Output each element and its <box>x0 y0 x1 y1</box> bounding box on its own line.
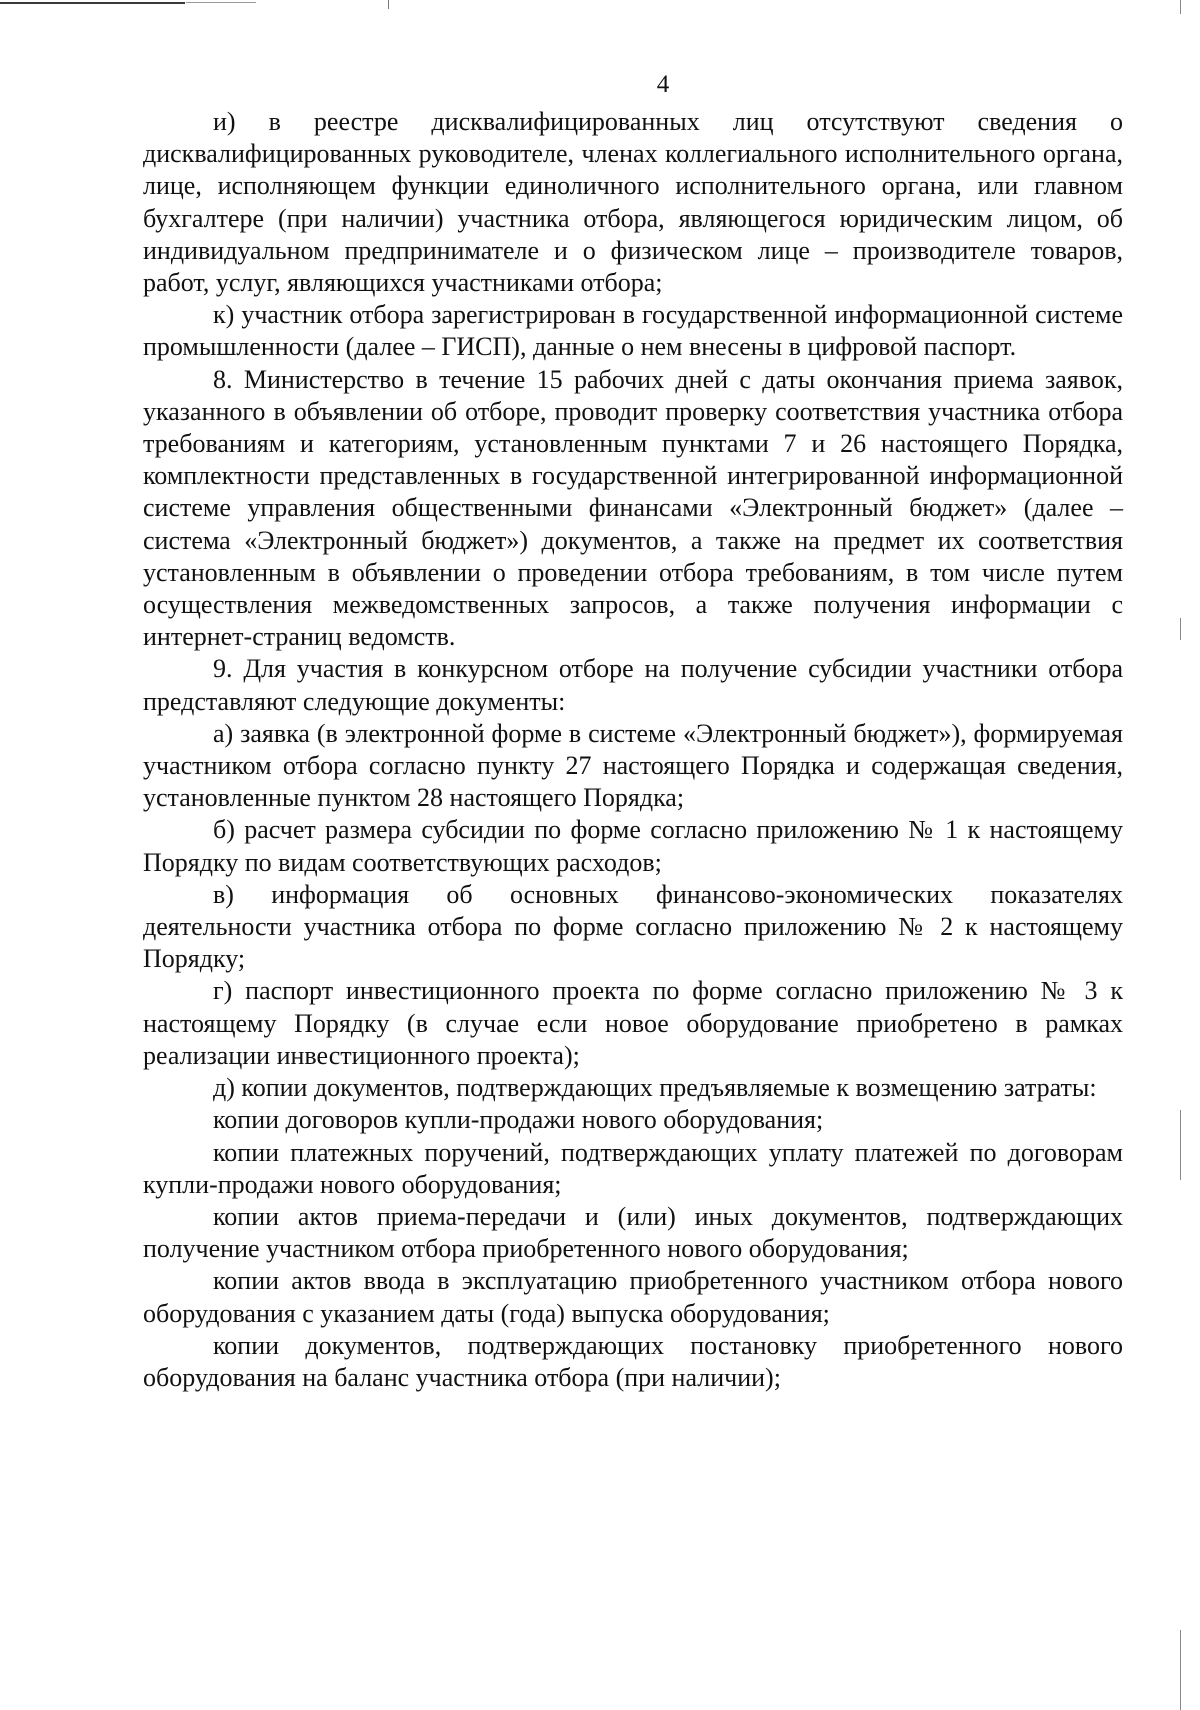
list-item-purchase-contracts: копии договоров купли-продажи нового оборудования; <box>213 1105 824 1135</box>
paragraph-clause-8: 8. Министерство в течение 15 рабочих дней с даты окончания приема заявок, указанного в объявлении об отборе, проводит проверку соответствия участника отбора требованиям и категориям, установленным пунктами 7 и 26 настоящего Порядка, комплектности представленных в государственной интегрированной информационной системе управления общественными финансами «Электронный бюджет» (далее – система «Электронный бюджет») документов, а также на предмет их соответствия установленным в объявлении о проведении отбора требованиям, в том числе путем осуществления межведомственных запросов, а также получения информации с интернет-страниц ведомств. <box>143 364 1123 652</box>
list-item-acceptance-acts: копии актов приема-передачи и (или) иных документов, подтверждающих получение участником отбора приобретенного нового оборудования; <box>143 1201 1123 1264</box>
list-item-balance-documents: копии документов, подтверждающих постановку приобретенного нового оборудования на баланс участника отбора (при наличии); <box>143 1330 1123 1392</box>
list-item-commissioning-acts: копии актов ввода в эксплуатацию приобретенного участником отбора нового оборудования с указанием даты (года) выпуска оборудования; <box>143 1266 1123 1328</box>
page-number: 4 <box>656 71 670 98</box>
scan-edge-mark <box>1180 1110 1181 1180</box>
paragraph-item-i: и) в реестре дисквалифицированных лиц отсутствуют сведения о дисквалифицированных руководителе, членах коллегиального исполнительного органа, лице, исполняющем функции единоличного исполнительного органа, или главном бухгалтере (при наличии) участника отбора, являющегося юридическим лицом, об индивидуальном предпринимателе и о физическом лице – производителе товаров, работ, услуг, являющихся участниками отбора; <box>143 107 1123 298</box>
scan-edge-mark <box>1180 618 1181 640</box>
list-item-payment-orders: копии платежных поручений, подтверждающих уплату платежей по договорам купли-продажи нового оборудования; <box>143 1137 1123 1199</box>
paragraph-item-k: к) участник отбора зарегистрирован в государственной информационной системе промышленности (далее – ГИСП), данные о нем внесены в цифровой паспорт. <box>143 300 1123 362</box>
paragraph-item-v: в) информация об основных финансово-экономических показателях деятельности участника отбора по форме согласно приложению № 2 к настоящему Порядку; <box>143 879 1123 974</box>
scan-edge-line <box>0 2 185 4</box>
paragraph-item-g: г) паспорт инвестиционного проекта по форме согласно приложению № 3 к настоящему Порядку (в случае если новое оборудование приобретено в рамках реализации инвестиционного проекта); <box>143 976 1123 1070</box>
paragraph-clause-9: 9. Для участия в конкурсном отборе на получение субсидии участники отбора представляют следующие документы: <box>143 654 1123 716</box>
paragraph-item-d: д) копии документов, подтверждающих предъявляемые к возмещению затраты: <box>213 1073 1097 1103</box>
paragraph-item-a: а) заявка (в электронной форме в системе «Электронный бюджет»), формируемая участником отбора согласно пункту 27 настоящего Порядка и содержащая сведения, установленные пунктом 28 настоящего Порядка; <box>143 718 1123 813</box>
document-page <box>143 70 1123 1394</box>
paragraph-item-b: б) расчет размера субсидии по форме согласно приложению № 1 к настоящему Порядку по видам соответствующих расходов; <box>143 815 1123 877</box>
scan-edge-line <box>186 2 256 3</box>
scan-edge-mark <box>388 0 389 9</box>
scan-edge-mark <box>1180 1630 1181 1710</box>
scan-edge-mark <box>1180 0 1181 14</box>
